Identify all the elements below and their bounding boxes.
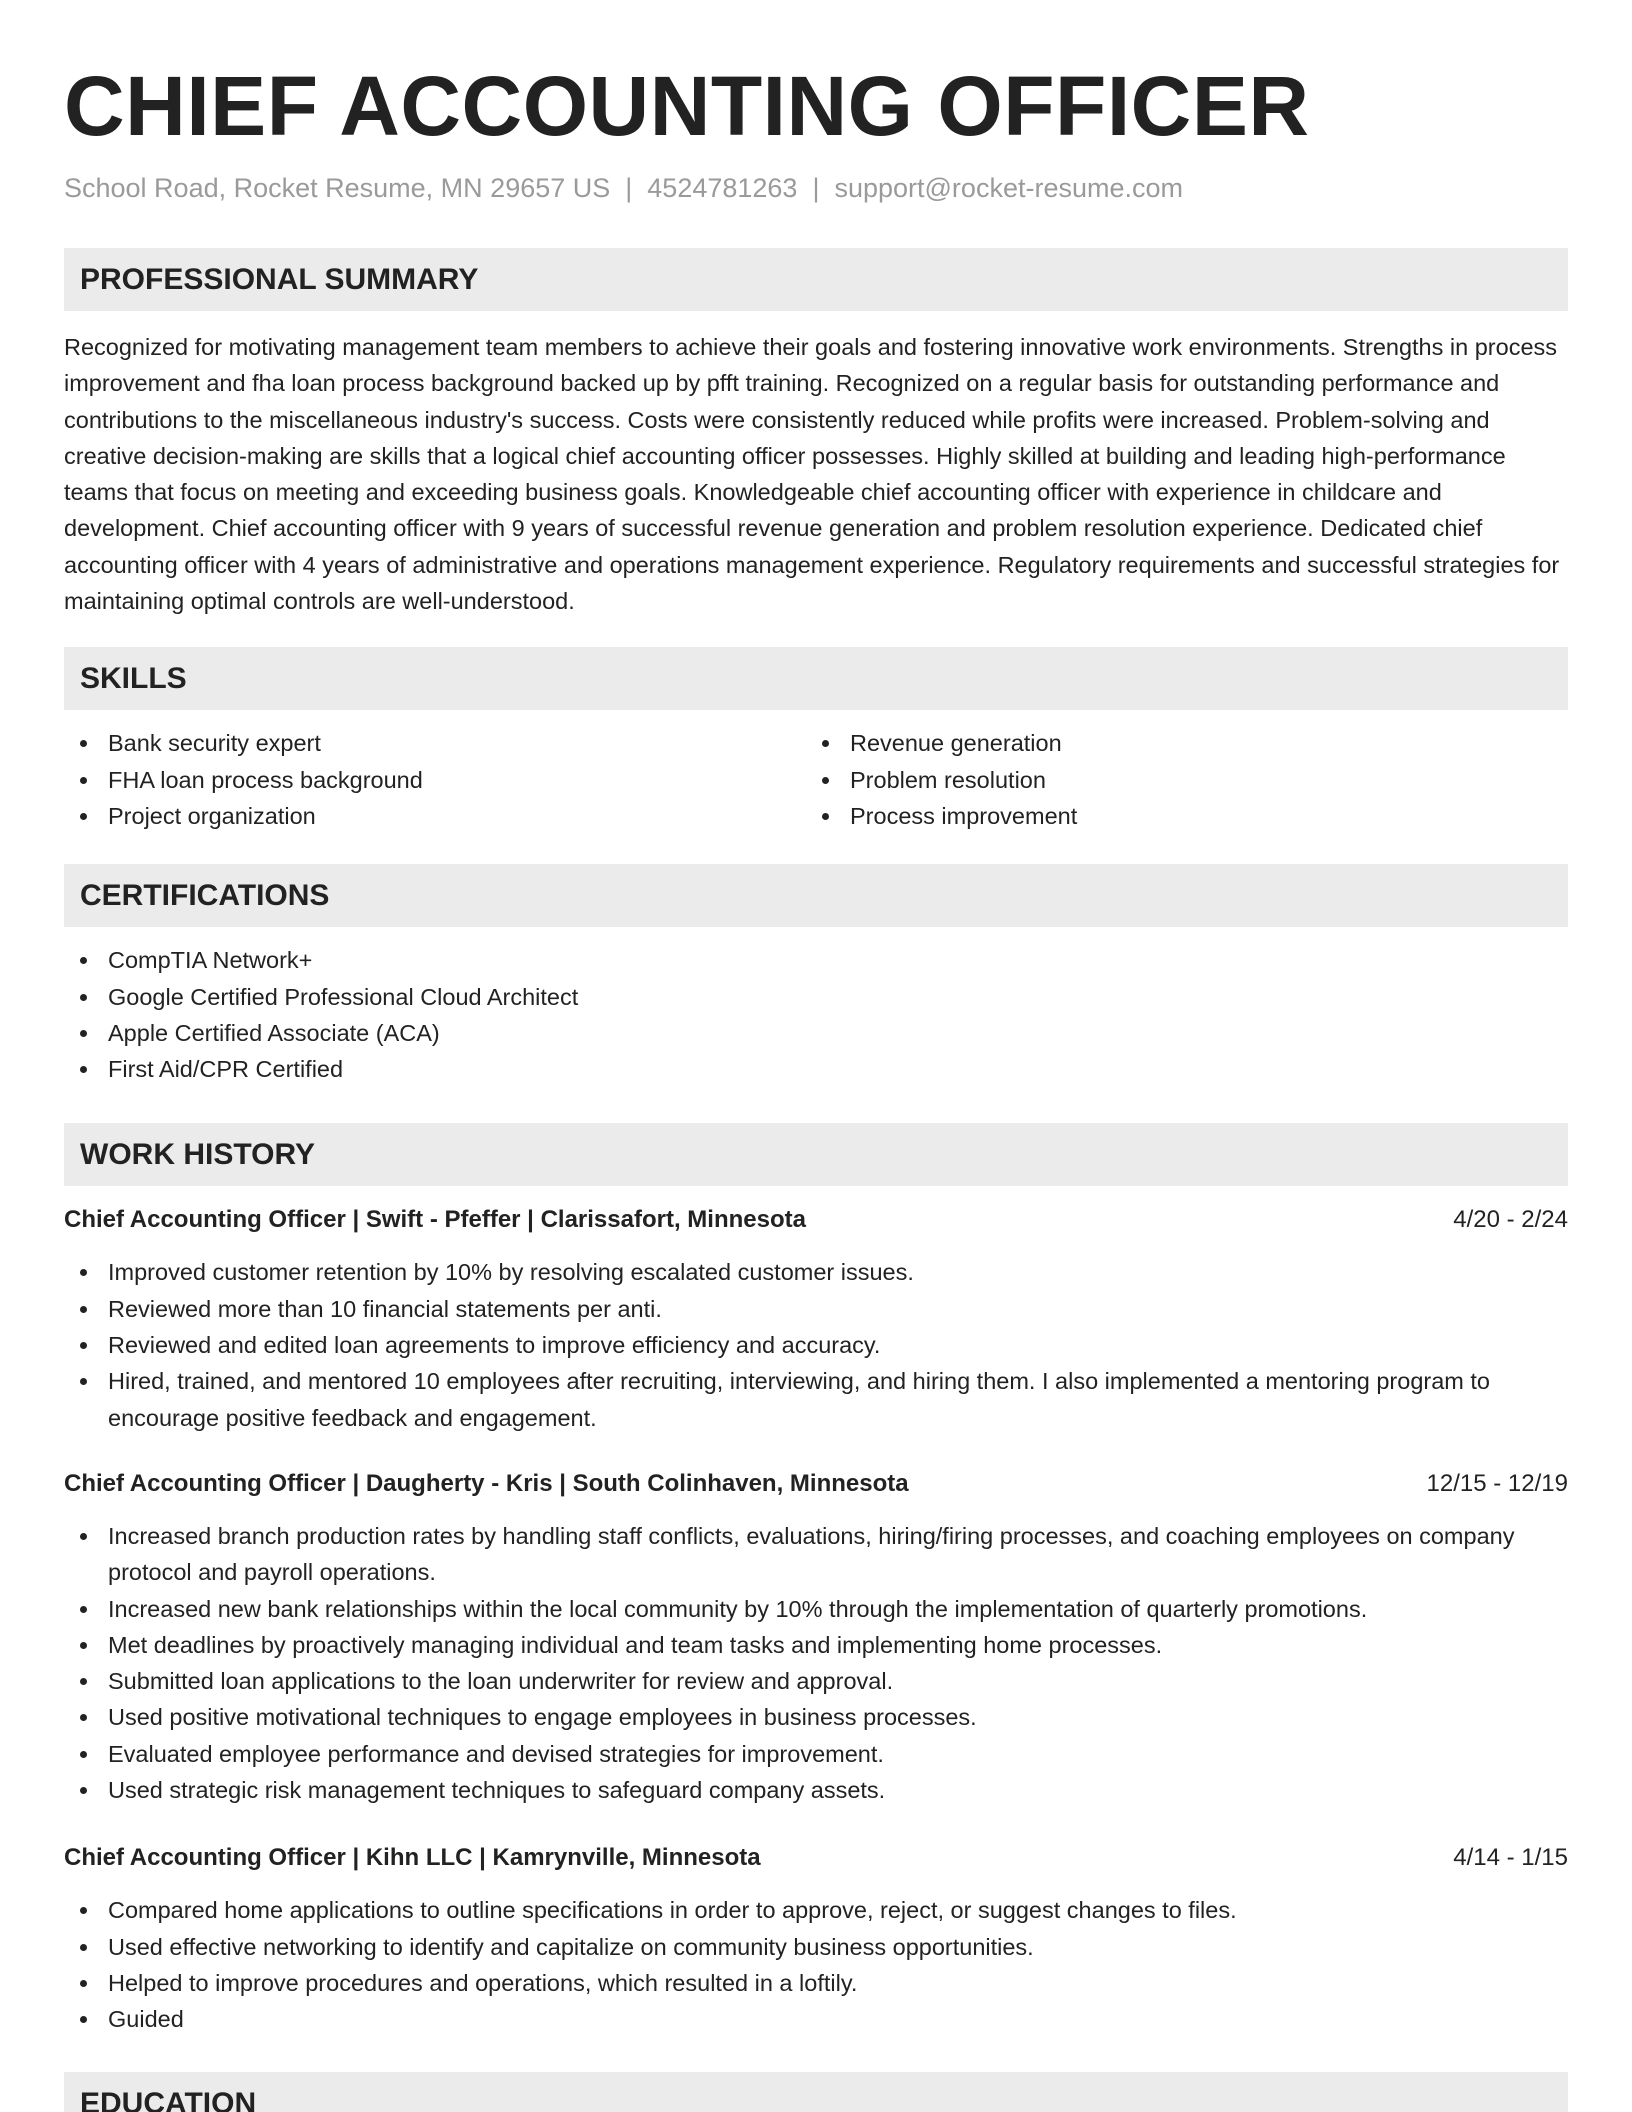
job-bullet: Increased branch production rates by handling staff conflicts, evaluations, hiring/firing processes, and coaching employees on company protocol and payroll operations.	[64, 1518, 1568, 1591]
job-bullets	[64, 1254, 1568, 1435]
job-bullet: Helped to improve procedures and operations, which resulted in a loftily.	[64, 1965, 1568, 2001]
certification-item: Apple Certified Associate (ACA)	[64, 1015, 1568, 1051]
section-heading-education: EDUCATION	[64, 2072, 1568, 2112]
job-bullet: Submitted loan applications to the loan underwriter for review and approval.	[64, 1663, 1568, 1699]
contact-separator: |	[625, 173, 633, 203]
job-bullet: Improved customer retention by 10% by resolving escalated customer issues.	[64, 1254, 1568, 1290]
job-title: Chief Accounting Officer | Daugherty - Kris | South Colinhaven, Minnesota	[64, 1469, 909, 1497]
contact-line	[64, 170, 1568, 206]
certifications-list	[64, 942, 1568, 1087]
contact-address: School Road, Rocket Resume, MN 29657 US	[64, 173, 611, 203]
job-bullet: Reviewed more than 10 financial statements per anti.	[64, 1291, 1568, 1327]
section-heading-work-history: WORK HISTORY	[64, 1123, 1568, 1186]
job-bullet: Increased new bank relationships within the local community by 10% through the implementation of quarterly promotions.	[64, 1591, 1568, 1627]
contact-separator: |	[812, 173, 820, 203]
summary-text: Recognized for motivating management team members to achieve their goals and fostering innovative work environments. Strengths in process improvement and fha loan process background backed up by pfft training. Recognized on a regular basis for outstanding performance and contributions to the miscellaneous industry's success. Costs were consistently reduced while profits were increased. Problem-solving and creative decision-making are skills that a logical chief accounting officer possesses. Highly skilled at building and leading high-performance teams that focus on meeting and exceeding business goals. Knowledgeable chief accounting officer with experience in childcare and development. Chief accounting officer with 9 years of successful revenue generation and problem resolution experience. Dedicated chief accounting officer with 4 years of administrative and operations management experience. Regulatory requirements and successful strategies for maintaining optimal controls are well-understood.	[64, 334, 1560, 615]
contact-email[interactable]: support@rocket-resume.com	[834, 173, 1183, 203]
job-bullet: Used strategic risk management techniques to safeguard company assets.	[64, 1772, 1568, 1808]
job-entry	[64, 1840, 1568, 2037]
skill-item: FHA loan process background	[64, 762, 806, 798]
section-heading-summary: PROFESSIONAL SUMMARY	[64, 248, 1568, 311]
job-bullet: Hired, trained, and mentored 10 employees after recruiting, interviewing, and hiring them. I also implemented a mentoring program to encourage positive feedback and engagement.	[64, 1363, 1568, 1436]
skill-item: Process improvement	[806, 798, 1548, 834]
skills-columns	[64, 725, 1568, 834]
job-entry	[64, 1466, 1568, 1808]
job-bullet: Guided	[64, 2001, 1568, 2037]
job-entry	[64, 1202, 1568, 1435]
job-bullets	[64, 1518, 1568, 1808]
job-title: Chief Accounting Officer | Kihn LLC | Kamrynville, Minnesota	[64, 1844, 761, 1872]
section-heading-skills: SKILLS	[64, 647, 1568, 710]
skill-item: Bank security expert	[64, 725, 806, 761]
certification-item: Google Certified Professional Cloud Architect	[64, 979, 1568, 1015]
job-dates: 4/20 - 2/24	[1453, 1206, 1568, 1234]
job-dates: 4/14 - 1/15	[1453, 1844, 1568, 1872]
section-heading-certifications: CERTIFICATIONS	[64, 864, 1568, 927]
skill-item: Project organization	[64, 798, 806, 834]
job-header	[64, 1466, 1568, 1502]
job-title: Chief Accounting Officer | Swift - Pfeffer | Clarissafort, Minnesota	[64, 1206, 806, 1234]
job-bullet: Compared home applications to outline specifications in order to approve, reject, or suggest changes to files.	[64, 1892, 1568, 1928]
job-dates: 12/15 - 12/19	[1426, 1469, 1568, 1497]
skills-list-left	[64, 725, 806, 834]
certification-item: CompTIA Network+	[64, 942, 1568, 978]
job-bullet: Met deadlines by proactively managing individual and team tasks and implementing home processes.	[64, 1627, 1568, 1663]
job-bullet: Evaluated employee performance and devised strategies for improvement.	[64, 1736, 1568, 1772]
job-bullet: Used positive motivational techniques to engage employees in business processes.	[64, 1699, 1568, 1735]
job-header	[64, 1202, 1568, 1238]
skills-list-right	[806, 725, 1548, 834]
job-bullets	[64, 1892, 1568, 2037]
contact-phone: 4524781263	[647, 173, 798, 203]
skill-item: Problem resolution	[806, 762, 1548, 798]
certification-item: First Aid/CPR Certified	[64, 1051, 1568, 1087]
job-bullet: Reviewed and edited loan agreements to improve efficiency and accuracy.	[64, 1327, 1568, 1363]
skill-item: Revenue generation	[806, 725, 1548, 761]
job-bullet: Used effective networking to identify and capitalize on community business opportunities.	[64, 1929, 1568, 1965]
job-header	[64, 1840, 1568, 1876]
resume-name: CHIEF ACCOUNTING OFFICER	[64, 59, 1310, 153]
